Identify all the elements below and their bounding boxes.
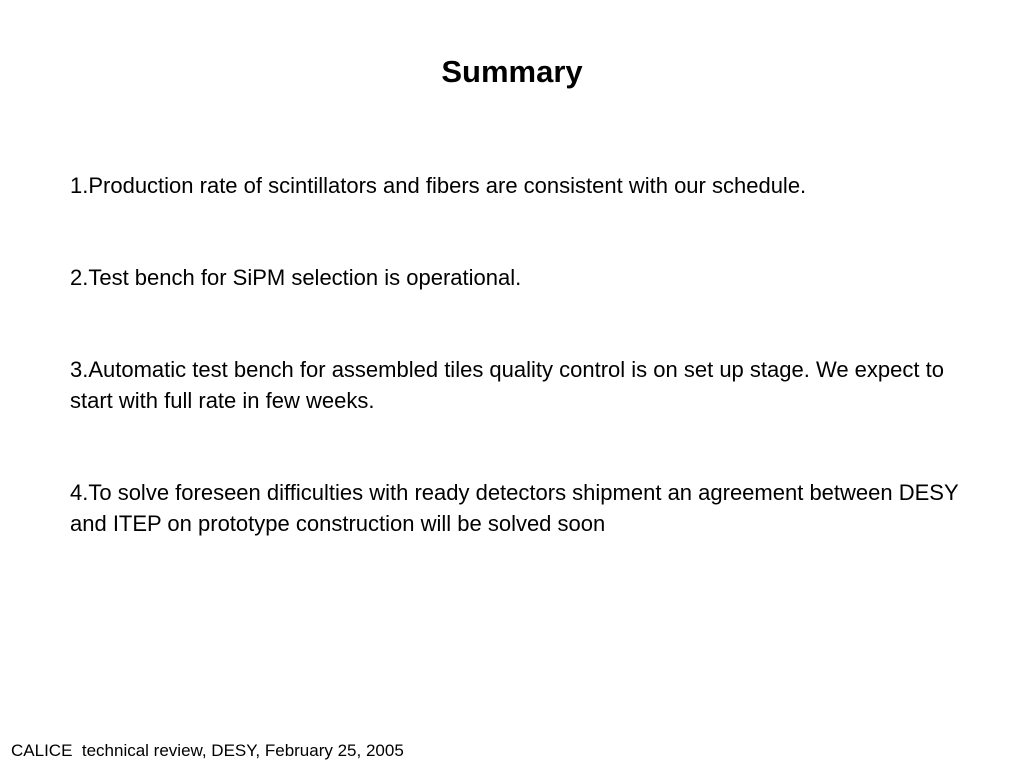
summary-point-3: 3.Automatic test bench for assembled tiles quality control is on set up stage. We expect to start with full rate in few weeks. [70, 357, 944, 413]
slide-title: Summary [441, 54, 583, 89]
summary-point-4: 4.To solve foreseen difficulties with ready detectors shipment an agreement between DESY and ITEP on prototype construction will be solved soon [70, 480, 959, 536]
summary-point-2: 2.Test bench for SiPM selection is operational. [70, 265, 522, 290]
summary-point-1: 1.Production rate of scintillators and fibers are consistent with our schedule. [70, 173, 807, 198]
slide-footer: CALICE technical review, DESY, February 25, 2005 [11, 741, 404, 760]
